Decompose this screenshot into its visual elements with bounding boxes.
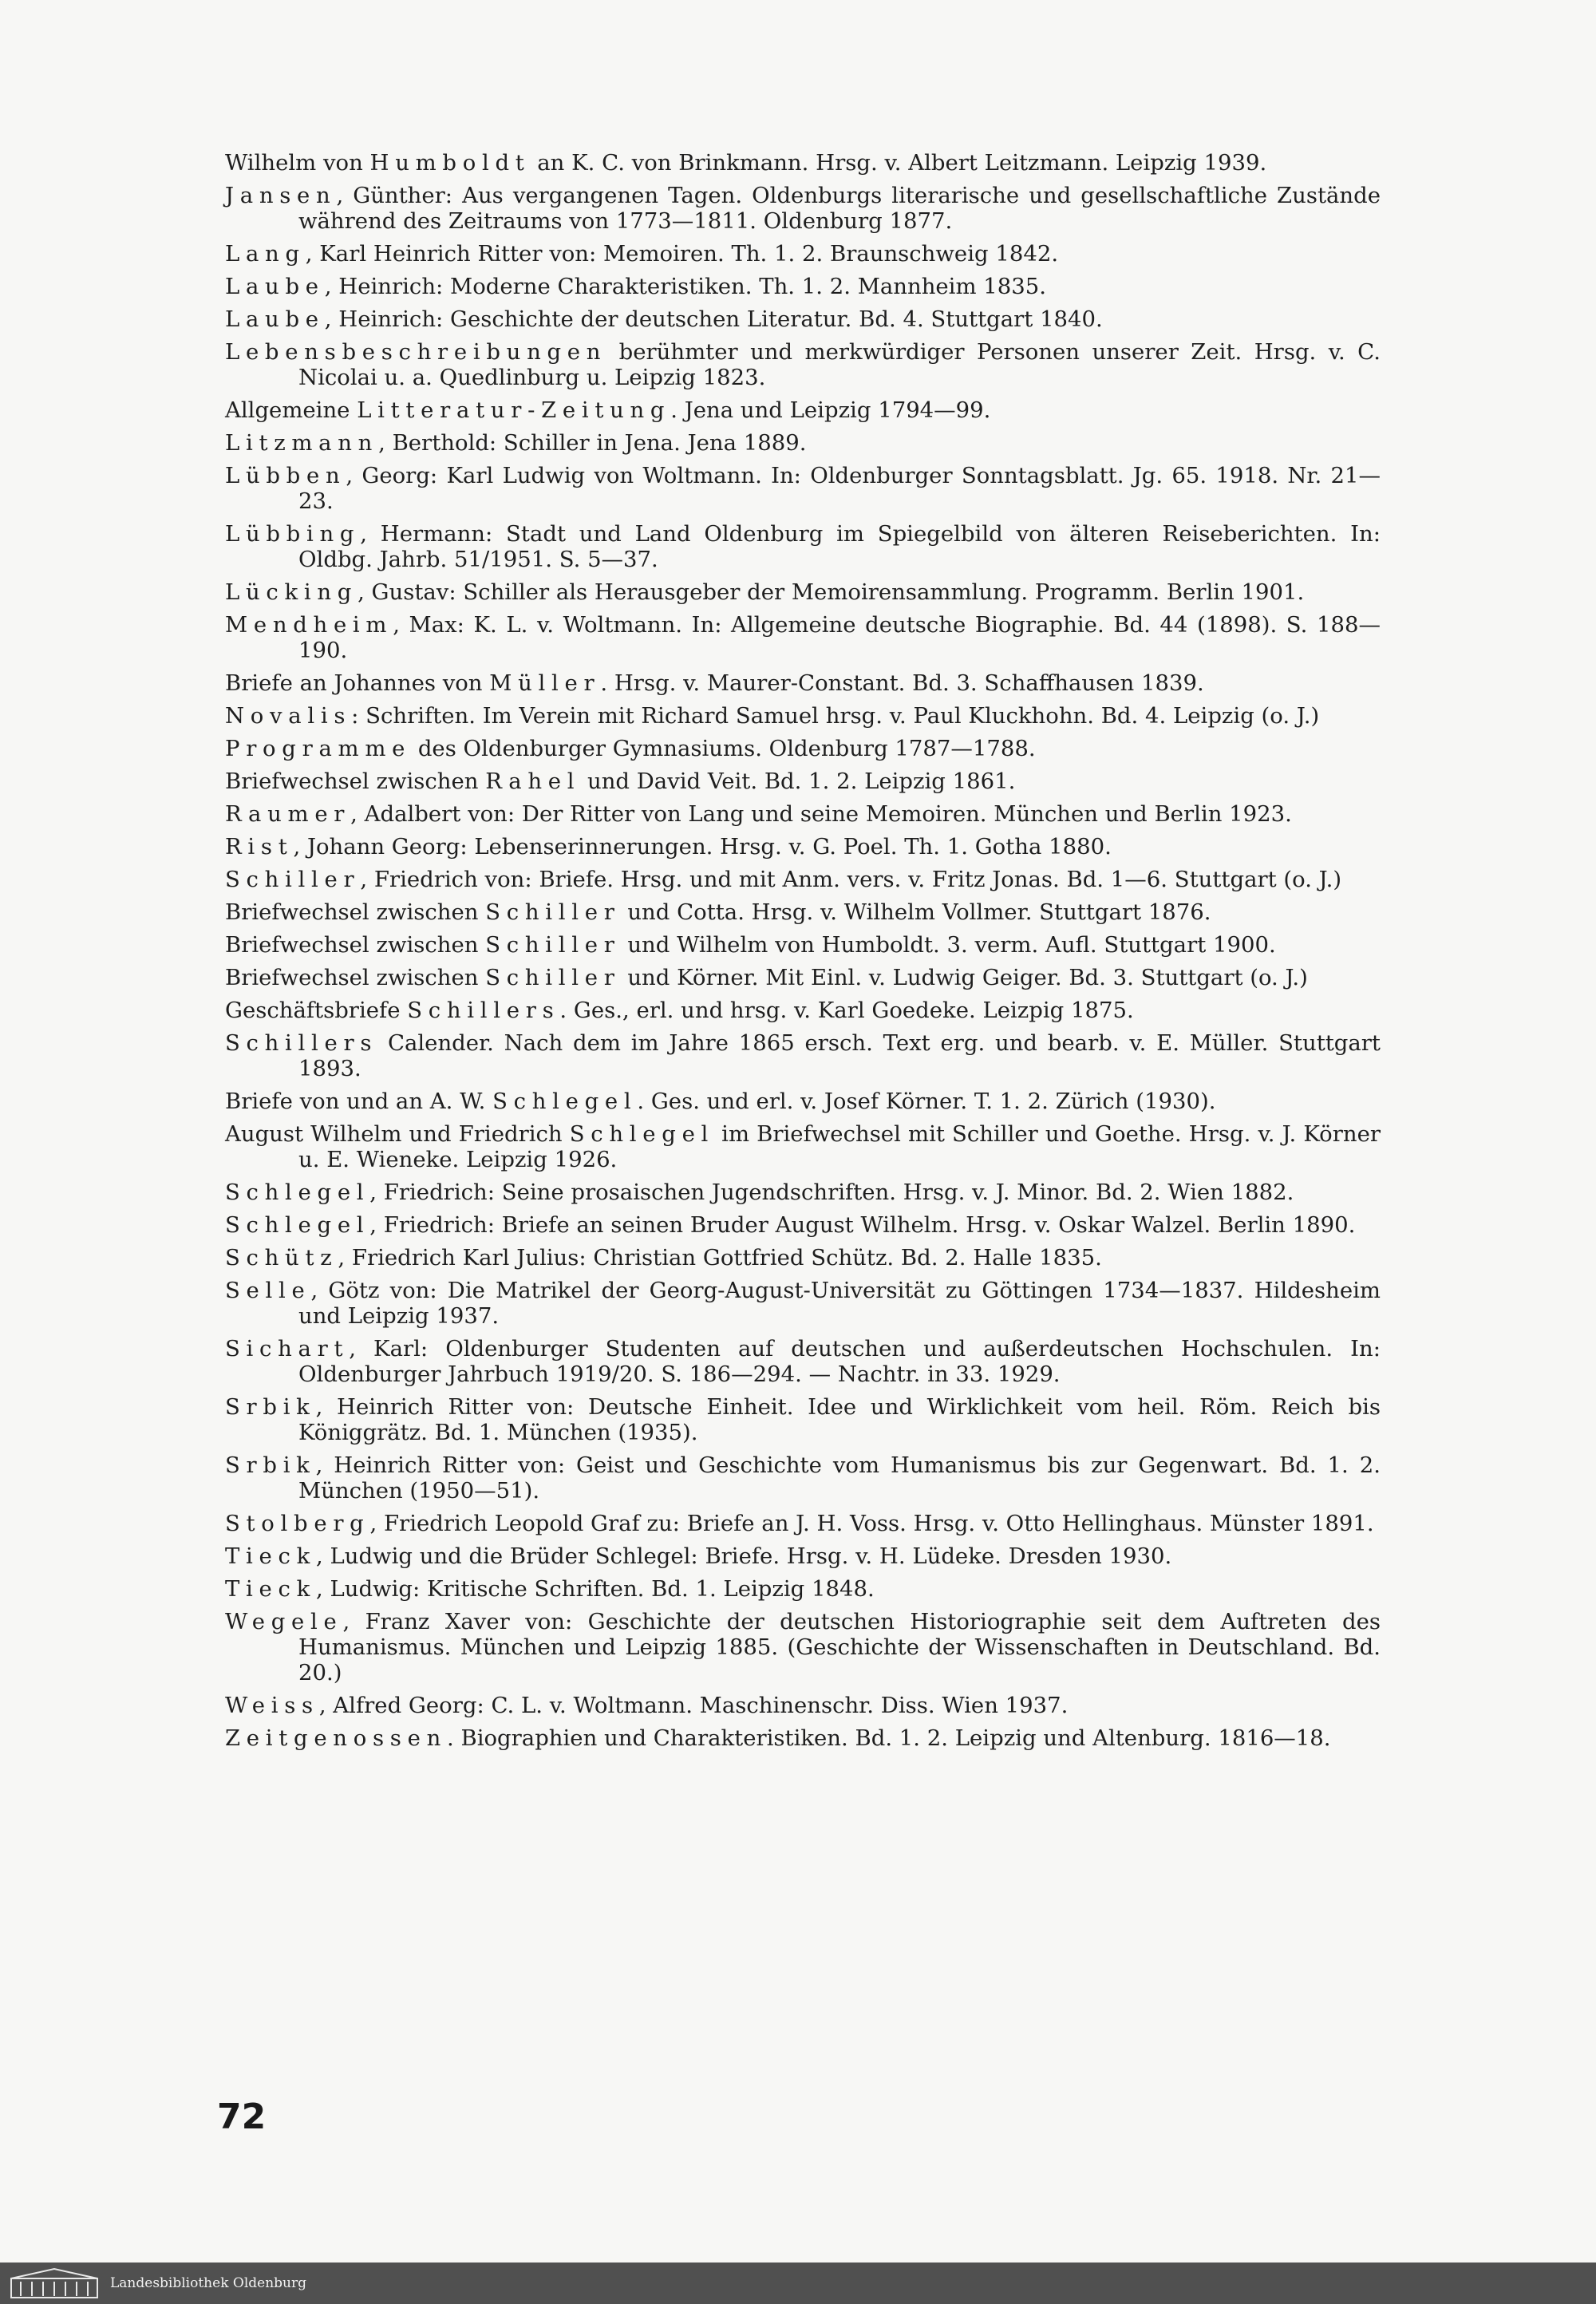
entry-spaced-name: Schlegel <box>492 1089 638 1114</box>
entry-spaced-name: Tieck <box>225 1543 316 1569</box>
bibliography-entry <box>225 274 1381 299</box>
entry-spaced-name: Srbik <box>225 1452 316 1478</box>
bibliography-entry <box>225 1725 1381 1751</box>
entry-text: , Alfred Georg: C. L. v. Woltmann. Maschinenschr. Diss. Wien 1937. <box>318 1693 1069 1718</box>
entry-text: : Schriften. Im Verein mit Richard Samuel hrsg. v. Paul Kluckhohn. Bd. 4. Leipzig (o. J.) <box>351 703 1320 729</box>
entry-prefix: Geschäftsbriefe <box>225 998 408 1023</box>
bibliography-entry <box>225 306 1381 332</box>
entry-spaced-name: Schiller <box>485 899 621 925</box>
entry-spaced-name: Zeitgenossen <box>225 1725 447 1751</box>
entry-text: . Hrsg. v. Maurer-Constant. Bd. 3. Schaffhausen 1839. <box>600 670 1204 696</box>
entry-prefix: Allgemeine <box>225 397 358 423</box>
entry-text: , Ludwig und die Brüder Schlegel: Briefe. Hrsg. v. H. Lüdeke. Dresden 1930. <box>315 1543 1172 1569</box>
entry-prefix: Wilhelm von <box>225 150 370 176</box>
entry-text: und Wilhelm von Humboldt. 3. verm. Aufl. Stuttgart 1900. <box>620 932 1276 958</box>
entry-text: und Cotta. Hrsg. v. Wilhelm Vollmer. Stuttgart 1876. <box>620 899 1211 925</box>
entry-text: und David Veit. Bd. 1. 2. Leipzig 1861. <box>580 769 1016 794</box>
entry-text: . Biographien und Charakteristiken. Bd. 1. 2. Leipzig und Altenburg. 1816—18. <box>447 1725 1331 1751</box>
entry-prefix: Briefe an Johannes von <box>225 670 490 696</box>
entry-text: , Gustav: Schiller als Herausgeber der Memoirensammlung. Programm. Berlin 1901. <box>358 579 1305 605</box>
bibliography-entry <box>225 965 1381 990</box>
entry-spaced-name: Schillers <box>407 998 560 1023</box>
bibliography-entry <box>225 1030 1381 1081</box>
library-name: Landesbibliothek Oldenburg <box>110 2275 307 2291</box>
entry-spaced-name: Schlegel <box>225 1180 370 1205</box>
entry-text: im Briefwechsel mit Schiller und Goethe. Hrsg. v. J. Körner u. E. Wieneke. Leipzig 1926. <box>298 1121 1381 1172</box>
entry-spaced-name: Schiller <box>225 867 361 892</box>
page-number: 72 <box>217 2097 267 2137</box>
entry-text: , Friedrich Leopold Graf zu: Briefe an J. H. Voss. Hrsg. v. Otto Hellinghaus. Münster 1891. <box>369 1511 1374 1536</box>
bibliography-entry <box>225 834 1381 860</box>
bibliography-list <box>225 150 1381 1758</box>
entry-spaced-name: Schlegel <box>569 1121 715 1147</box>
entry-spaced-name: Humboldt <box>369 150 531 176</box>
entry-text: , Heinrich: Moderne Charakteristiken. Th. 1. 2. Mannheim 1835. <box>324 274 1047 299</box>
entry-text: , Karl: Oldenburger Studenten auf deutschen und außerdeutschen Hochschulen. In: Oldenburger Jahrbuch 1919/20. S. 186—294. — Nachtr. in 33. 1929. <box>298 1336 1381 1387</box>
entry-spaced-name: Schillers <box>225 1030 378 1056</box>
bibliography-entry <box>225 612 1381 663</box>
entry-spaced-name: Wegele <box>225 1609 343 1634</box>
entry-text: , Günther: Aus vergangenen Tagen. Oldenburgs literarische und gesellschaftliche Zustände während des Zeitraums von 1773—1811. Oldenburg 1877. <box>298 183 1381 234</box>
entry-text: , Adalbert von: Der Ritter von Lang und seine Memoiren. München und Berlin 1923. <box>350 801 1292 827</box>
entry-text: , Friedrich: Briefe an seinen Bruder August Wilhelm. Hrsg. v. Oskar Walzel. Berlin 1890. <box>369 1212 1356 1238</box>
entry-text: , Hermann: Stadt und Land Oldenburg im Spiegelbild von älteren Reiseberichten. In: Oldbg. Jahrb. 51/1951. S. 5—37. <box>298 521 1381 572</box>
entry-spaced-name: Laube <box>225 274 325 299</box>
entry-text: , Friedrich von: Briefe. Hrsg. und mit Anm. vers. v. Fritz Jonas. Bd. 1—6. Stuttgart (o. J.) <box>360 867 1342 892</box>
entry-text: , Götz von: Die Matrikel der Georg-August-Universität zu Göttingen 1734—1837. Hildesheim und Leipzig 1937. <box>298 1278 1381 1329</box>
bibliography-entry <box>225 932 1381 958</box>
bibliography-entry <box>225 241 1381 267</box>
bibliography-entry <box>225 703 1381 729</box>
bibliography-entry <box>225 521 1381 572</box>
bibliography-entry <box>225 339 1381 390</box>
entry-spaced-name: Srbik <box>225 1394 316 1420</box>
entry-spaced-name: Stolberg <box>225 1511 370 1536</box>
entry-text: an K. C. von Brinkmann. Hrsg. v. Albert Leitzmann. Leipzig 1939. <box>530 150 1267 176</box>
entry-prefix: Briefwechsel zwischen <box>225 769 486 794</box>
bibliography-entry <box>225 1121 1381 1172</box>
entry-spaced-name: Schiller <box>485 932 621 958</box>
bibliography-entry <box>225 1336 1381 1387</box>
entry-text: , Friedrich: Seine prosaischen Jugendschriften. Hrsg. v. J. Minor. Bd. 2. Wien 1882. <box>369 1180 1294 1205</box>
entry-prefix: Briefe von und an A. W. <box>225 1089 493 1114</box>
entry-spaced-name: Selle <box>225 1278 311 1303</box>
entry-text: , Heinrich: Geschichte der deutschen Literatur. Bd. 4. Stuttgart 1840. <box>324 306 1103 332</box>
entry-text: . Jena und Leipzig 1794—99. <box>670 397 991 423</box>
entry-text: berühmter und merkwürdiger Personen unserer Zeit. Hrsg. v. C. Nicolai u. a. Quedlinburg u. Leipzig 1823. <box>298 339 1381 390</box>
bibliography-entry <box>225 1180 1381 1205</box>
entry-prefix: Briefwechsel zwischen <box>225 965 486 990</box>
entry-spaced-name: Rahel <box>485 769 581 794</box>
entry-spaced-name: Sichart <box>225 1336 350 1361</box>
bibliography-entry <box>225 867 1381 892</box>
bibliography-entry <box>225 1452 1381 1504</box>
entry-spaced-name: Schiller <box>485 965 621 990</box>
bibliography-entry <box>225 801 1381 827</box>
bibliography-entry <box>225 579 1381 605</box>
entry-text: und Körner. Mit Einl. v. Ludwig Geiger. Bd. 3. Stuttgart (o. J.) <box>620 965 1308 990</box>
bibliography-entry <box>225 1245 1381 1271</box>
bibliography-entry <box>225 1511 1381 1536</box>
entry-spaced-name: Programme <box>225 736 412 761</box>
bibliography-entry <box>225 150 1381 176</box>
entry-spaced-name: Raumer <box>225 801 351 827</box>
entry-spaced-name: Schlegel <box>225 1212 370 1238</box>
entry-spaced-name: Lübbing <box>225 521 361 547</box>
library-footer-bar <box>0 2263 1596 2304</box>
bibliography-entry <box>225 1543 1381 1569</box>
entry-text: , Ludwig: Kritische Schriften. Bd. 1. Leipzig 1848. <box>315 1576 875 1602</box>
bibliography-entry <box>225 1609 1381 1686</box>
entry-text: , Friedrich Karl Julius: Christian Gottfried Schütz. Bd. 2. Halle 1835. <box>338 1245 1102 1271</box>
entry-prefix: Briefwechsel zwischen <box>225 932 486 958</box>
bibliography-entry <box>225 1278 1381 1329</box>
entry-text: , Heinrich Ritter von: Geist und Geschichte vom Humanismus bis zur Gegenwart. Bd. 1. 2. München (1950—51). <box>298 1452 1381 1504</box>
entry-spaced-name: Schütz <box>225 1245 338 1271</box>
entry-text: Calender. Nach dem im Jahre 1865 ersch. Text erg. und bearb. v. E. Müller. Stuttgart 1893. <box>298 1030 1381 1081</box>
bibliography-entry <box>225 183 1381 234</box>
bibliography-entry <box>225 1576 1381 1602</box>
entry-spaced-name: Novalis <box>225 703 352 729</box>
entry-text: , Franz Xaver von: Geschichte der deutschen Historiographie seit dem Auftreten des Humanismus. München und Leipzig 1885. (Geschichte der Wissenschaften in Deutschland. Bd. 20.) <box>298 1609 1381 1686</box>
entry-text: , Karl Heinrich Ritter von: Memoiren. Th. 1. 2. Braunschweig 1842. <box>305 241 1059 267</box>
bibliography-entry <box>225 1212 1381 1238</box>
entry-spaced-name: Lübben <box>225 463 346 488</box>
entry-spaced-name: Litteratur-Zeitung <box>357 397 671 423</box>
entry-spaced-name: Lücking <box>225 579 358 605</box>
bibliography-entry <box>225 430 1381 456</box>
entry-prefix: August Wilhelm und Friedrich <box>225 1121 570 1147</box>
entry-spaced-name: Laube <box>225 306 325 332</box>
entry-spaced-name: Müller <box>489 670 601 696</box>
bibliography-entry <box>225 899 1381 925</box>
entry-spaced-name: Jansen <box>225 183 337 208</box>
bibliography-entry <box>225 736 1381 761</box>
entry-text: , Heinrich Ritter von: Deutsche Einheit. Idee und Wirklichkeit vom heil. Röm. Reich bis Königgrätz. Bd. 1. München (1935). <box>298 1394 1381 1445</box>
entry-spaced-name: Lebensbeschreibungen <box>225 339 607 365</box>
entry-spaced-name: Tieck <box>225 1576 316 1602</box>
bibliography-entry <box>225 1693 1381 1718</box>
bibliography-entry <box>225 1089 1381 1114</box>
bibliography-entry <box>225 769 1381 794</box>
entry-text: , Johann Georg: Lebenserinnerungen. Hrsg. v. G. Poel. Th. 1. Gotha 1880. <box>293 834 1112 860</box>
entry-spaced-name: Weiss <box>225 1693 319 1718</box>
bibliography-entry <box>225 998 1381 1023</box>
entry-text: , Georg: Karl Ludwig von Woltmann. In: Oldenburger Sonntagsblatt. Jg. 65. 1918. Nr. 21—23. <box>298 463 1381 514</box>
entry-text: . Ges. und erl. v. Josef Körner. T. 1. 2. Zürich (1930). <box>637 1089 1216 1114</box>
bibliography-entry <box>225 1394 1381 1445</box>
library-building-icon <box>10 2267 99 2299</box>
entry-text: des Oldenburger Gymnasiums. Oldenburg 1787—1788. <box>411 736 1036 761</box>
bibliography-entry <box>225 463 1381 514</box>
entry-prefix: Briefwechsel zwischen <box>225 899 486 925</box>
entry-text: , Max: K. L. v. Woltmann. In: Allgemeine deutsche Biographie. Bd. 44 (1898). S. 188—190. <box>298 612 1381 663</box>
entry-spaced-name: Rist <box>225 834 294 860</box>
bibliography-entry <box>225 670 1381 696</box>
bibliography-entry <box>225 397 1381 423</box>
entry-spaced-name: Lang <box>225 241 306 267</box>
entry-text: . Ges., erl. und hrsg. v. Karl Goedeke. Leizpig 1875. <box>559 998 1134 1023</box>
entry-spaced-name: Mendheim <box>225 612 393 638</box>
entry-text: , Berthold: Schiller in Jena. Jena 1889. <box>378 430 807 456</box>
entry-spaced-name: Litzmann <box>225 430 379 456</box>
